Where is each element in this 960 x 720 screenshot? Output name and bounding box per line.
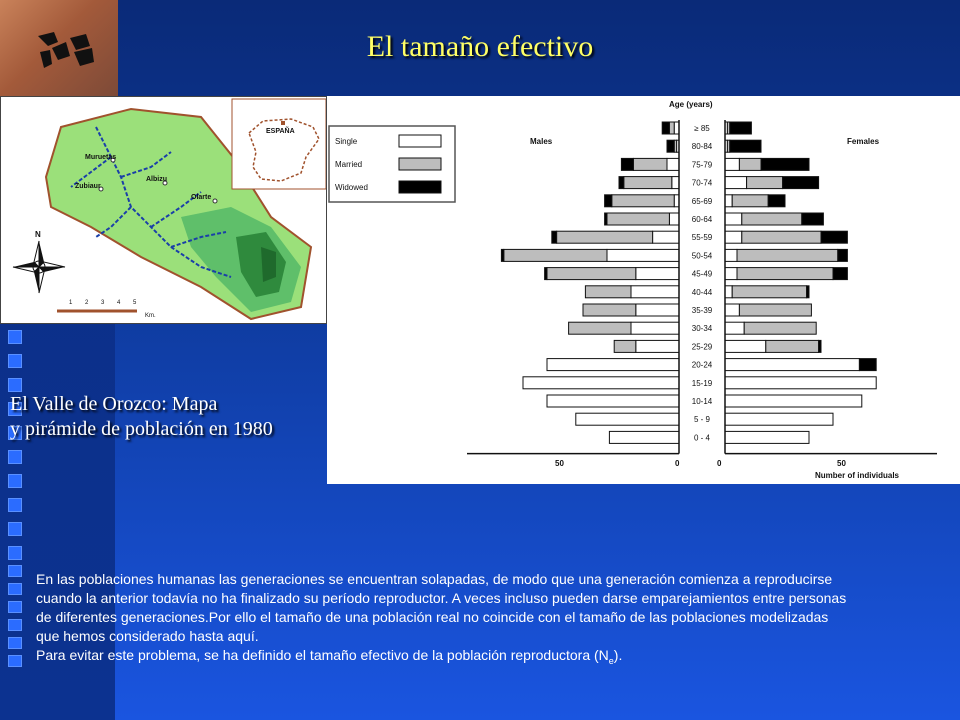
body-line-5-text: Para evitar este problema, se ha definido el tamaño efectivo de la población reproductora (N (36, 647, 609, 663)
valley-map (0, 96, 327, 324)
ne-subscript: e (608, 655, 614, 666)
bar-female-widowed-6 (821, 231, 847, 243)
bar-female-widowed-7 (838, 249, 848, 261)
bar-male-widowed-6 (552, 231, 557, 243)
bar-female-single-11 (725, 322, 744, 334)
legend-label-married: Married (335, 160, 363, 169)
decorative-squares (8, 330, 22, 570)
bar-female-married-6 (742, 231, 821, 243)
bar-male-widowed-4 (605, 195, 612, 207)
bar-male-single-13 (547, 359, 679, 371)
bar-female-single-4 (725, 195, 732, 207)
spain-label: ESPAÑA (266, 128, 295, 135)
valley-map-drawing (1, 97, 327, 324)
bar-male-married-3 (624, 177, 672, 189)
bar-female-widowed-5 (802, 213, 824, 225)
slide-title: El tamaño efectivo (366, 30, 594, 63)
bar-male-single-5 (669, 213, 679, 225)
legend-swatch-widowed (399, 181, 441, 193)
bar-male-single-8 (636, 268, 679, 280)
age-label-2: 75-79 (691, 160, 713, 170)
age-label-16: 5 - 9 (693, 415, 711, 425)
bar-female-widowed-0 (730, 122, 752, 134)
bar-male-single-16 (576, 413, 679, 425)
bar-male-single-2 (667, 158, 679, 170)
x-tick-left-0: 0 (675, 459, 680, 468)
inset-locator (281, 121, 285, 125)
bar-female-single-15 (725, 395, 862, 407)
pyramid-header: Age (years) (669, 100, 713, 109)
age-label-8: 45-49 (691, 269, 713, 279)
females-label: Females (847, 137, 880, 146)
bar-female-single-5 (725, 213, 742, 225)
legend-swatch-single (399, 135, 441, 147)
bar-female-married-11 (744, 322, 816, 334)
x-tick-right-50: 50 (837, 459, 846, 468)
age-label-5: 60-64 (691, 215, 713, 224)
bar-female-widowed-1 (730, 140, 761, 152)
town-label-zubiaur: Zubiaur (75, 183, 101, 190)
bar-female-married-2 (739, 158, 761, 170)
bar-female-single-7 (725, 249, 737, 261)
town-label-olarte: Olarte (191, 194, 212, 201)
bar-female-widowed-8 (833, 268, 847, 280)
bar-male-widowed-8 (545, 268, 547, 280)
bar-male-widowed-3 (619, 177, 624, 189)
age-label-13: 20-24 (691, 360, 713, 370)
legend-label-single: Single (335, 137, 358, 146)
bar-male-married-10 (583, 304, 636, 316)
age-label-7: 50-54 (691, 251, 713, 261)
bar-male-married-4 (612, 195, 674, 207)
bar-male-widowed-7 (501, 249, 503, 261)
scale-tick-4: 4 (117, 300, 121, 306)
males-label: Males (530, 137, 553, 146)
bar-female-married-10 (739, 304, 811, 316)
bar-male-single-9 (631, 286, 679, 298)
age-label-10: 35-39 (691, 306, 713, 315)
age-label-4: 65-69 (691, 196, 713, 206)
bar-female-widowed-13 (859, 359, 876, 371)
scale-tick-3: 3 (101, 300, 105, 306)
x-tick-right-0: 0 (717, 459, 722, 468)
bar-female-single-14 (725, 377, 876, 389)
bar-female-married-9 (732, 286, 806, 298)
bar-male-single-12 (636, 340, 679, 352)
x-tick-left-50: 50 (555, 459, 564, 468)
bar-female-single-16 (725, 413, 833, 425)
bar-male-single-15 (547, 395, 679, 407)
bar-male-married-5 (607, 213, 669, 225)
age-label-14: 15-19 (691, 378, 713, 388)
bar-female-single-13 (725, 359, 859, 371)
bar-female-married-4 (732, 195, 768, 207)
bar-male-single-17 (609, 431, 679, 443)
scale-tick-2: 2 (85, 300, 89, 306)
bar-male-single-6 (653, 231, 679, 243)
bar-female-married-12 (766, 340, 819, 352)
bar-male-single-7 (607, 249, 679, 261)
bar-female-single-3 (725, 177, 747, 189)
bar-female-single-17 (725, 431, 809, 443)
bar-female-widowed-4 (768, 195, 785, 207)
age-label-3: 70-74 (691, 178, 713, 188)
body-line-1: En las poblaciones humanas las generaciones se encuentran solapadas, de modo que una generación comienza a reproducirse (36, 571, 833, 587)
pyramid-chart (327, 96, 960, 484)
bar-female-married-8 (737, 268, 833, 280)
bar-female-widowed-2 (761, 158, 809, 170)
body-line-5-end: ). (613, 647, 623, 663)
town-label-muruetas: Muruetas (85, 154, 117, 161)
bar-female-single-2 (725, 158, 739, 170)
decorative-squares-lower (8, 565, 22, 673)
x-axis-label: Number of individuals (815, 471, 900, 480)
bar-male-married-12 (614, 340, 636, 352)
age-label-15: 10-14 (691, 397, 713, 406)
bar-male-married-0 (669, 122, 674, 134)
bar-male-married-9 (585, 286, 631, 298)
bar-male-single-14 (523, 377, 679, 389)
bar-female-single-8 (725, 268, 737, 280)
body-line-4: que hemos considerado hasta aquí. (36, 628, 259, 644)
bar-male-widowed-1 (667, 140, 674, 152)
bar-female-widowed-3 (783, 177, 819, 189)
caption-line-2: y pirámide de población en 1980 (10, 418, 273, 440)
bar-female-single-6 (725, 231, 742, 243)
bar-male-single-10 (636, 304, 679, 316)
bar-male-married-7 (504, 249, 607, 261)
body-line-3: de diferentes generaciones.Por ello el tamaño de una población real no coincide con el tamaño de las poblaciones modelizadas (36, 609, 829, 625)
bar-male-widowed-0 (662, 122, 669, 134)
age-label-11: 30-34 (691, 324, 713, 334)
body-text (36, 570, 936, 671)
population-pyramid (327, 96, 960, 484)
bar-male-widowed-5 (605, 213, 607, 225)
bar-male-single-11 (631, 322, 679, 334)
bar-male-married-2 (633, 158, 667, 170)
bar-female-single-12 (725, 340, 766, 352)
bar-female-widowed-9 (807, 286, 809, 298)
bar-male-married-11 (569, 322, 631, 334)
north-label: N (35, 230, 41, 239)
bar-female-single-10 (725, 304, 739, 316)
bar-male-married-8 (547, 268, 636, 280)
scale-unit: Km. (145, 313, 156, 319)
age-label-1: 80-84 (691, 142, 713, 152)
age-label-6: 55-59 (691, 233, 713, 243)
bar-male-married-6 (557, 231, 653, 243)
scale-tick-5: 5 (133, 300, 137, 306)
legend-swatch-married (399, 158, 441, 170)
scale-tick-1: 1 (69, 300, 73, 306)
bar-female-married-5 (742, 213, 802, 225)
age-label-9: 40-44 (691, 287, 713, 297)
bar-female-widowed-12 (819, 340, 821, 352)
bar-male-widowed-2 (621, 158, 633, 170)
bar-male-single-3 (672, 177, 679, 189)
age-label-17: 0 - 4 (693, 433, 711, 443)
town-label-albizu: Albizu (146, 176, 167, 183)
bar-female-single-9 (725, 286, 732, 298)
figure-caption (10, 392, 273, 442)
body-line-5 (36, 646, 936, 671)
age-label-0: ≥ 85 (694, 124, 710, 133)
body-line-2: cuando la anterior todavía no ha finalizado su período reproductor. A veces incluso pueden darse emparejamientos entre personas (36, 590, 847, 606)
peak-core (261, 247, 276, 282)
bar-female-married-3 (747, 177, 783, 189)
bar-female-married-7 (737, 249, 838, 261)
legend-label-widowed: Widowed (335, 183, 368, 192)
age-label-12: 25-29 (691, 342, 713, 352)
caption-line-1: El Valle de Orozco: Mapa (10, 393, 218, 415)
